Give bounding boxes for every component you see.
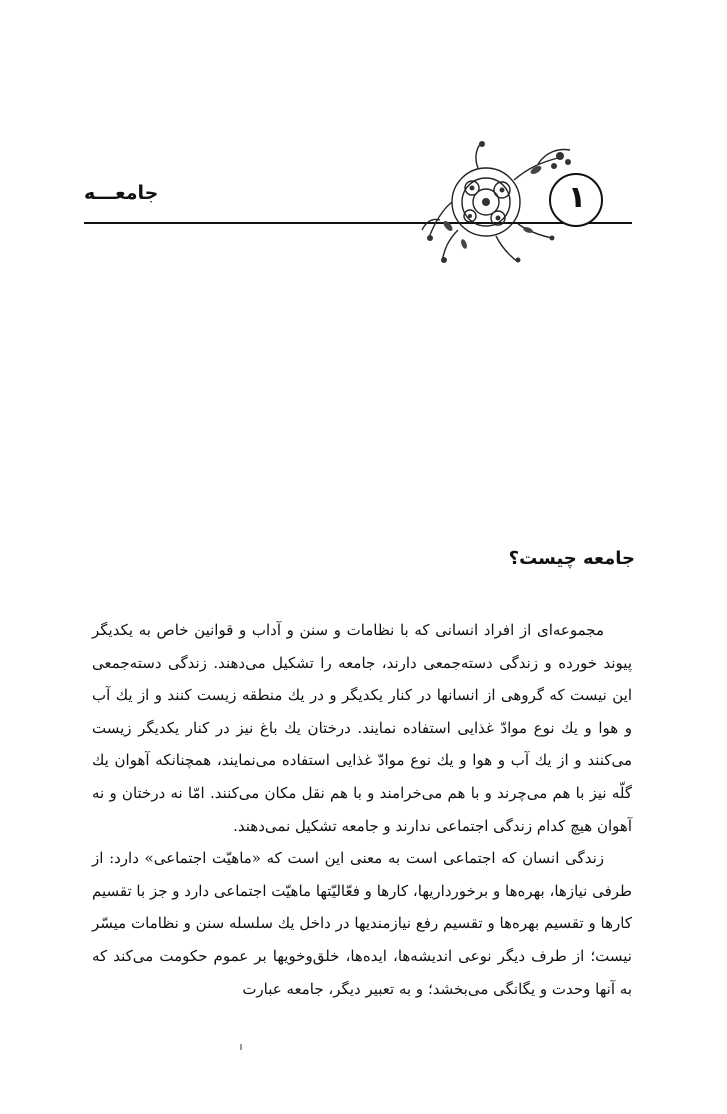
paragraph: مجموعه‌ای از افراد انسانی که با نظامات و سنن و آداب و قوانین خاص به یکدیگر پیوند خورده و زندگی دسته‌جمعی دارند، جامعه را تشکیل می‌دهند. زندگی دسته‌جمعی این نیست که گروهی از انسانها در کنار یکدیگر و در یك منطقه زیست کنند و از یك آب و هوا و یك نوع موادّ غذایی استفاده نمایند. درختان یك باغ نیز در کنار یکدیگر زیست می‌کنند و از یك آب و هوا و یك نوع موادّ غذایی استفاده می‌نمایند، همچنانکه آهوان یك گلّه نیز با هم می‌چرند و با هم می‌خرامند و با هم نقل مکان می‌کنند. امّا نه درختان و نه آهوان هیچ کدام زندگی اجتماعی ندارند و جامعه تشکیل نمی‌دهند.: [92, 621, 632, 835]
chapter-header: [0, 0, 727, 280]
stray-mark: [240, 1044, 242, 1050]
chapter-title: جامعـــه: [84, 182, 159, 204]
body-text: [92, 614, 632, 1005]
section-heading: جامعه چیست؟: [508, 548, 635, 569]
chapter-number: ۱: [567, 180, 587, 215]
floral-ornament: [418, 140, 638, 270]
paragraph: زندگی انسان که اجتماعی است به معنی این است که «ماهیّت اجتماعی» دارد: از طرفی نیازها، بهره‌ها و برخورداریها، کارها و فعّالیّتها ماهیّت اجتماعی دارد و جز با تقسیم کارها و تقسیم بهره‌ها و تقسیم رفع نیازمندیها در داخل یك سلسله سنن و نظامات میسّر نیست؛ از طرف دیگر نوعی اندیشه‌ها، ایده‌ها، خلق‌وخویها بر عموم حکومت می‌کند که به آنها وحدت و یگانگی می‌بخشد؛ و به تعبیر دیگر، جامعه عبارت: [92, 849, 632, 998]
